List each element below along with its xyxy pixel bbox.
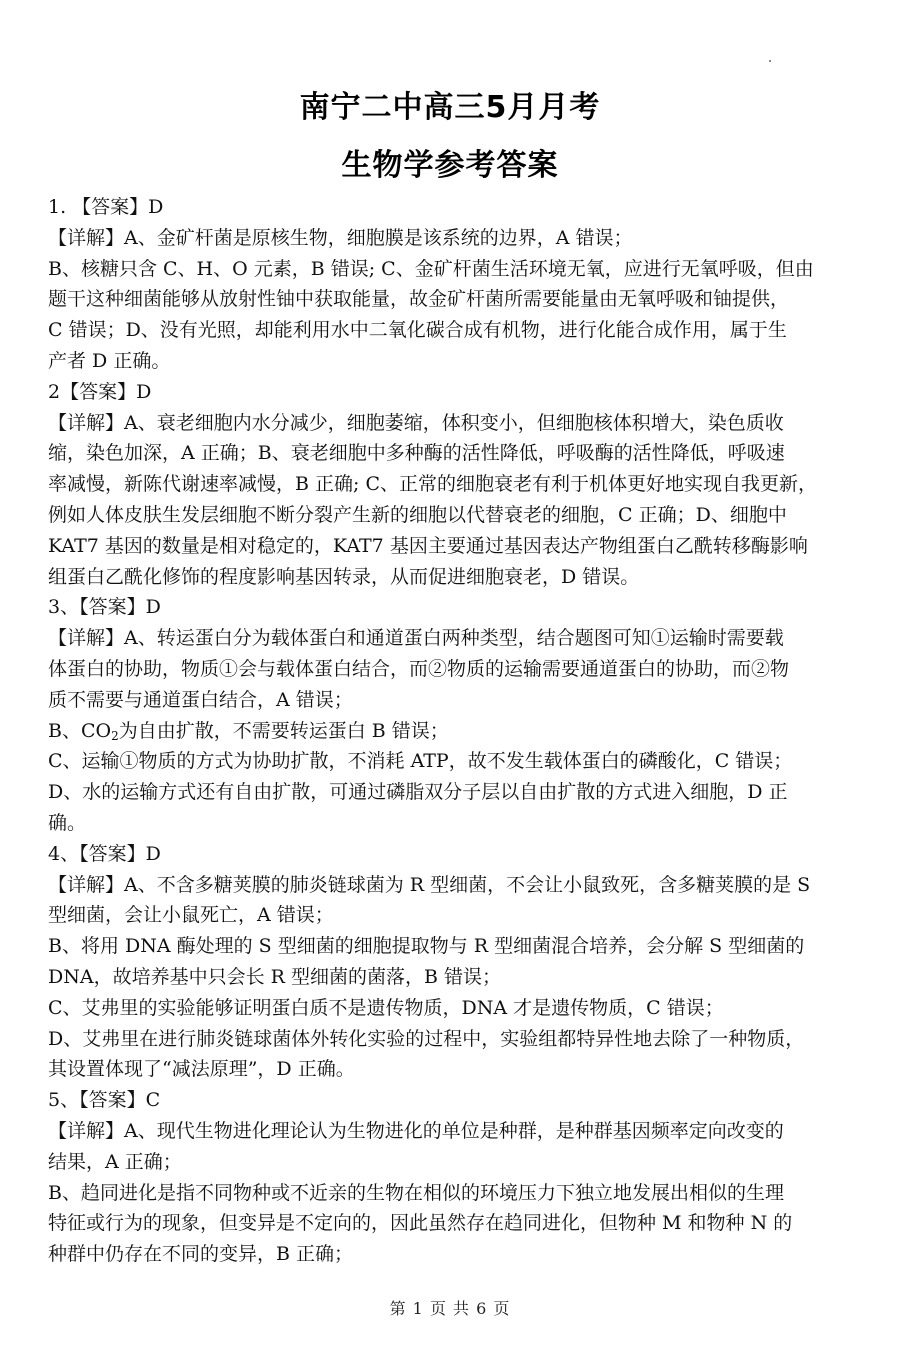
- text-line: 率减慢，新陈代谢速率减慢，B 正确; C、正常的细胞衰老有利于机体更好地实现自我更新，: [48, 473, 817, 496]
- text-line-co2: [48, 716, 868, 747]
- text-line: 题干这种细菌能够从放射性铀中获取能量，故金矿杆菌所需要能量由无氧呼吸和铀提供，: [48, 288, 790, 311]
- text-line: KAT7 基因的数量是相对稳定的，KAT7 基因主要通过基因表达产物组蛋白乙酰转移酶影响: [48, 534, 808, 557]
- text-line: 2【答案】D: [48, 380, 152, 403]
- text-line: B、趋同进化是指不同物种或不近亲的生物在相似的环境压力下独立地发展出相似的生理: [48, 1181, 784, 1204]
- text-line: 型细菌，会让小鼠死亡，A 错误；: [48, 904, 334, 927]
- page-footer: 第 1 页 共 6 页: [389, 1299, 511, 1318]
- text-line: 质不需要与通道蛋白结合，A 错误；: [48, 688, 353, 711]
- text-line: C、艾弗里的实验能够证明蛋白质不是遗传物质，DNA 才是遗传物质，C 错误；: [48, 996, 724, 1019]
- text-line: 缩，染色加深，A 正确；B、衰老细胞中多种酶的活性降低，呼吸酶的活性降低，呼吸速: [48, 442, 785, 465]
- text-line: C 错误；D、没有光照，却能利用水中二氧化碳合成有机物，进行化能合成作用，属于生: [48, 319, 787, 342]
- text-line: 5、【答案】C: [48, 1089, 161, 1112]
- co2-subscript: 2: [111, 728, 119, 743]
- document-title: 南宁二中高三5月月考: [299, 90, 601, 125]
- co2-prefix: B、CO: [48, 719, 112, 742]
- document-subtitle: 生物学参考答案: [341, 148, 559, 183]
- text-line: 其设置体现了“减法原理”，D 正确。: [48, 1058, 355, 1081]
- text-line: D、艾弗里在进行肺炎链球菌体外转化实验的过程中，实验组都特异性地去除了一种物质，: [48, 1027, 805, 1050]
- text-line: 种群中仍存在不同的变异，B 正确；: [48, 1243, 354, 1266]
- text-line: 【详解】A、金矿杆菌是原核生物，细胞膜是该系统的边界，A 错误；: [48, 226, 633, 249]
- text-line: B、将用 DNA 酶处理的 S 型细菌的细胞提取物与 R 型细菌混合培养，会分解 S 型细菌的: [48, 935, 805, 958]
- text-line: C、运输①物质的方式为协助扩散，不消耗 ATP，故不发生载体蛋白的磷酸化，C 错误；: [48, 750, 793, 773]
- text-line: D、水的运输方式还有自由扩散，可通过磷脂双分子层以自由扩散的方式进入细胞，D 正: [48, 781, 788, 804]
- text-line: 产者 D 正确。: [48, 349, 171, 372]
- answer-body: [48, 192, 868, 1270]
- text-line: 3、【答案】D: [48, 596, 161, 619]
- text-line: 确。: [48, 811, 87, 834]
- text-line: DNA，故培养基中只会长 R 型细菌的菌落，B 错误；: [48, 965, 501, 988]
- scan-speck: [769, 60, 771, 62]
- text-line: 组蛋白乙酰化修饰的程度影响基因转录，从而促进细胞衰老，D 错误。: [48, 565, 640, 588]
- text-line: 特征或行为的现象，但变异是不定向的，因此虽然存在趋同进化，但物种 M 和物种 N 的: [48, 1212, 793, 1235]
- text-line: 4、【答案】D: [48, 842, 161, 865]
- text-line: 体蛋白的协助，物质①会与载体蛋白结合，而②物质的运输需要通道蛋白的协助，而②物: [48, 657, 790, 680]
- co2-suffix: 为自由扩散，不需要转运蛋白 B 错误；: [118, 719, 449, 742]
- text-line: 【详解】A、衰老细胞内水分减少，细胞萎缩，体积变小，但细胞核体积增大，染色质收: [48, 411, 784, 434]
- text-line: 例如人体皮肤生发层细胞不断分裂产生新的细胞以代替衰老的细胞，C 正确；D、细胞中: [48, 503, 787, 526]
- text-line: 【详解】A、不含多糖荚膜的肺炎链球菌为 R 型细菌，不会让小鼠致死，含多糖荚膜的是 S: [48, 873, 811, 896]
- text-line: B、核糖只含 C、H、O 元素，B 错误; C、金矿杆菌生活环境无氧，应进行无氧呼吸，但由: [48, 257, 814, 280]
- text-line: 【详解】A、转运蛋白分为载体蛋白和通道蛋白两种类型，结合题图可知①运输时需要载: [48, 627, 784, 650]
- text-line: 结果，A 正确；: [48, 1150, 182, 1173]
- text-line: 【详解】A、现代生物进化理论认为生物进化的单位是种群，是种群基因频率定向改变的: [48, 1119, 784, 1142]
- text-line: 1. 【答案】D: [48, 196, 164, 218]
